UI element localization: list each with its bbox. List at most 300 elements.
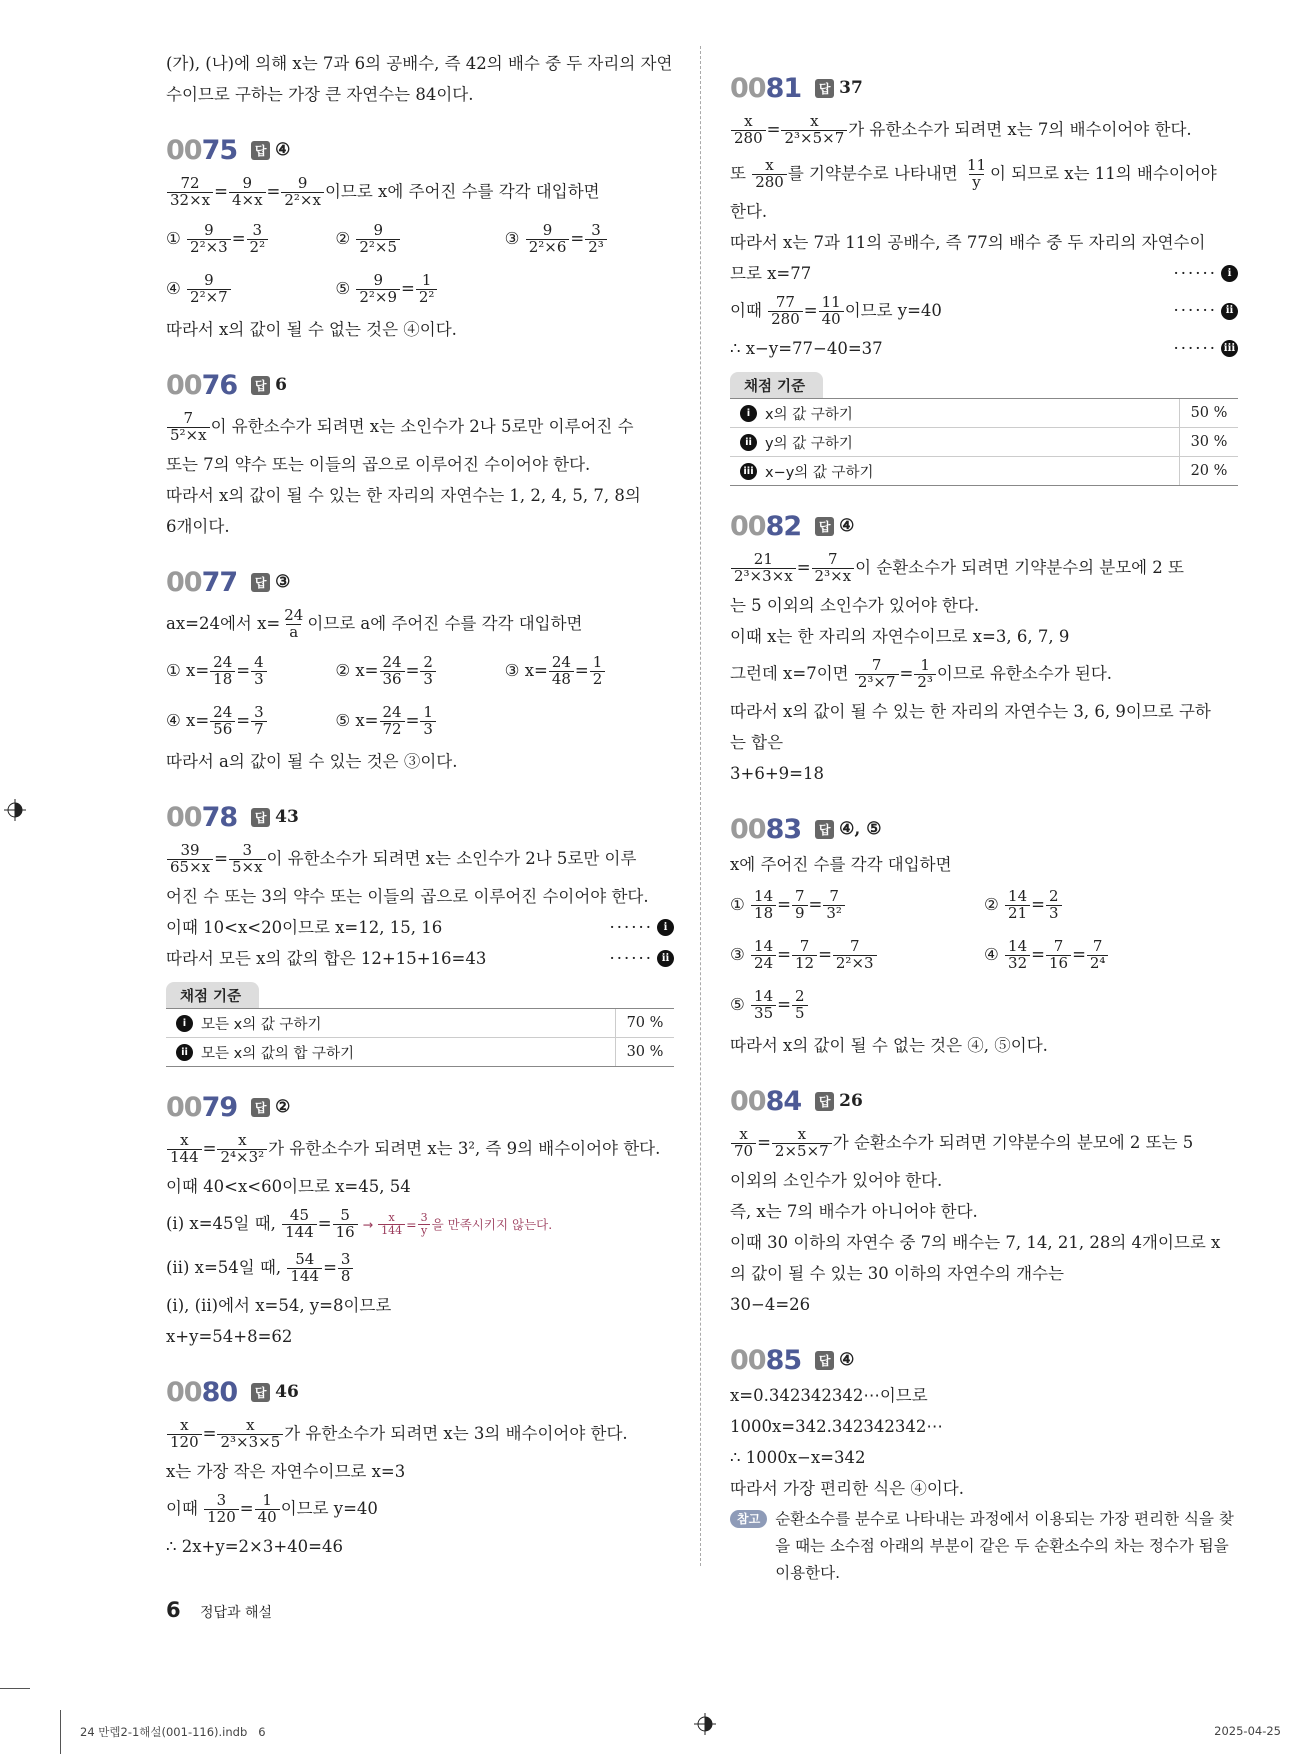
step-marker-icon: i	[657, 919, 674, 936]
denominator: 16	[333, 1224, 358, 1241]
text-run: ⑤ x=	[335, 711, 379, 731]
denominator: 2	[590, 671, 606, 688]
numerator: 2	[1048, 886, 1059, 905]
fraction	[1087, 936, 1109, 972]
text-line	[730, 1227, 1238, 1258]
text-line	[730, 1121, 1238, 1165]
text-line	[335, 696, 504, 746]
text-run: 한다.	[730, 201, 768, 221]
denominator: 40	[255, 1509, 280, 1526]
problem-number	[166, 370, 237, 401]
text-run: ④	[984, 945, 1005, 965]
text-run: =	[317, 1214, 332, 1234]
denominator: 5²×x	[167, 427, 210, 444]
leader-dots: ······	[1173, 338, 1217, 358]
denominator: 21	[1005, 905, 1030, 922]
text-line	[166, 943, 674, 974]
text-run: x=0.342342342⋯이므로	[730, 1385, 928, 1405]
fraction	[1046, 886, 1062, 922]
denominator: 5	[792, 1005, 808, 1022]
text-run: 이때 x는 한 자리의 자연수이므로 x=3, 6, 7, 9	[730, 626, 1070, 646]
denominator: y	[969, 174, 983, 191]
print-date: 2025-04-25	[1214, 1724, 1281, 1738]
denominator: 3²	[823, 905, 845, 922]
text-line	[730, 696, 1238, 727]
numerator: 14	[1008, 886, 1028, 905]
text-run: =	[818, 945, 832, 965]
text-run: 이므로 a에 주어진 수를 각각 대입하면	[307, 614, 583, 634]
fraction	[823, 886, 845, 922]
numerator: 1	[262, 1490, 272, 1509]
denominator: 280	[731, 130, 766, 147]
problem-heading	[730, 811, 1238, 847]
text-run: 따라서 x의 값이 될 수 없는 것은 ④, ⑤이다.	[730, 1035, 1048, 1055]
problem-number	[730, 814, 801, 845]
problem-number	[730, 1345, 801, 1376]
text-run: 어진 수 또는 3의 약수 또는 이들의 곱으로 이루어진 수이어야 한다.	[166, 886, 649, 906]
answer-value: 37	[839, 78, 863, 98]
text-line	[505, 214, 674, 264]
problem-heading	[166, 1374, 674, 1410]
denominator: 7	[251, 721, 267, 738]
fraction	[380, 652, 405, 688]
text-line	[730, 289, 1238, 333]
fraction	[751, 986, 776, 1022]
numerator: 9	[204, 220, 214, 239]
denominator: 24	[751, 955, 776, 972]
fraction	[356, 270, 400, 306]
text-run: =	[803, 301, 818, 321]
numerator: 1	[421, 270, 432, 289]
denominator: 40	[819, 311, 844, 328]
fraction	[187, 220, 231, 256]
criteria-text: x−y의 값 구하기	[765, 464, 874, 481]
fraction	[420, 652, 436, 688]
numerator: 77	[775, 292, 795, 311]
text-line	[730, 1289, 1238, 1320]
scoring-criteria-table	[730, 372, 1238, 486]
answer-value: 43	[275, 807, 299, 827]
fraction	[731, 111, 766, 147]
fraction	[380, 702, 405, 738]
denominator: 2²	[247, 239, 269, 256]
note-text: 순환소수를 분수로 나타내는 과정에서 이용되는 가장 편리한 식을 찾을 때는 소수점 아래의 부분이 같은 두 순환소수의 차는 정수가 됨을 이용한다.	[775, 1510, 1234, 1582]
fraction	[1046, 936, 1071, 972]
denominator: 36	[380, 671, 405, 688]
numerator: 5	[340, 1205, 350, 1224]
step-marker-icon: ii	[657, 950, 674, 967]
answer-badge-icon: 답	[251, 1383, 270, 1402]
text-run: 이므로 x에 주어진 수를 각각 대입하면	[324, 182, 600, 202]
problem-number-prefix: 00	[166, 566, 202, 598]
text-run: =	[1072, 945, 1086, 965]
denominator: 2²×x	[281, 192, 324, 209]
fraction	[282, 1205, 317, 1241]
side-annotation	[359, 1212, 553, 1236]
denominator: 2²×5	[356, 239, 400, 256]
numerator: 9	[542, 220, 553, 239]
text-run: ① x=	[166, 661, 210, 681]
problem-number-suffix: 83	[765, 813, 802, 845]
numerator: x	[180, 1130, 189, 1149]
text-run: ④ x=	[166, 711, 210, 731]
text-run: =	[405, 711, 420, 731]
text-run: 므로 x=77	[730, 263, 812, 283]
text-line	[730, 1411, 1238, 1442]
scoring-rows	[166, 1008, 674, 1067]
denominator: 65×x	[167, 859, 213, 876]
text-line	[166, 1456, 674, 1487]
fraction	[255, 1490, 280, 1526]
text-line	[166, 1531, 674, 1562]
denominator: 2²×3	[187, 239, 231, 256]
text-run: 따라서 x의 값이 될 수 있는 한 자리의 자연수는 3, 6, 9이므로 구하	[730, 701, 1211, 721]
crop-mark	[0, 1688, 30, 1689]
numerator: 3	[242, 840, 253, 859]
text-run: 을 만족시키지 않는다.	[431, 1216, 553, 1232]
fraction	[229, 173, 266, 209]
fraction	[964, 155, 989, 191]
text-line	[335, 264, 504, 314]
answer-badge-icon: 답	[251, 1098, 270, 1117]
numerator: 24	[213, 652, 233, 671]
numerator: x	[180, 1415, 189, 1434]
fraction	[217, 1130, 267, 1166]
numerator: 4	[254, 652, 264, 671]
criteria-label	[730, 432, 1179, 453]
fraction	[833, 936, 877, 972]
answer-badge-icon: 답	[815, 517, 834, 536]
text-run: ①	[730, 895, 751, 915]
numerator: 7	[849, 936, 860, 955]
fraction	[338, 1249, 354, 1285]
fraction	[751, 886, 776, 922]
criteria-label	[166, 1042, 615, 1063]
numerator: x	[739, 1124, 748, 1143]
denominator: 2²×6	[526, 239, 570, 256]
denominator: 3	[251, 671, 267, 688]
denominator: 35	[751, 1005, 776, 1022]
answer-badge-icon: 답	[815, 1092, 834, 1111]
text-line	[166, 1412, 674, 1456]
text-run: 이때 10<x<20이므로 x=12, 15, 16	[166, 917, 443, 937]
step-marker-icon: i	[176, 1015, 193, 1032]
text-line	[166, 48, 674, 79]
text-run: ③	[730, 945, 751, 965]
criteria-percent: 20 %	[1179, 457, 1238, 485]
denominator: 2³×x	[812, 568, 855, 585]
numerator: 14	[754, 986, 774, 1005]
numerator: 7	[829, 886, 839, 905]
answer-badge-icon: 답	[815, 1351, 834, 1370]
text-line	[166, 746, 674, 777]
numerator: 2	[423, 652, 433, 671]
fraction	[420, 702, 436, 738]
reference-note	[730, 1506, 1238, 1587]
text-run: 이 유한소수가 되려면 x는 소인수가 2나 5로만 이루	[266, 849, 637, 869]
fraction	[251, 702, 267, 738]
fraction	[333, 1205, 358, 1241]
fraction	[251, 652, 267, 688]
text-run: =	[239, 1499, 254, 1519]
denominator: 8	[338, 1268, 354, 1285]
text-line	[505, 646, 674, 696]
text-run: =	[266, 182, 281, 202]
problem-number-prefix: 00	[166, 1376, 202, 1408]
text-line	[730, 108, 1238, 152]
problem-heading	[166, 799, 674, 835]
numerator: 7	[183, 408, 194, 427]
denominator: 2²×7	[187, 289, 231, 306]
text-run: =	[405, 661, 420, 681]
text-run: =	[757, 1133, 771, 1153]
answer-value: ④, ⑤	[839, 819, 882, 839]
fraction	[1005, 936, 1030, 972]
text-run: ⑤	[335, 279, 356, 299]
text-run: 따라서 a의 값이 될 수 있는 것은 ③이다.	[166, 751, 458, 771]
step-marker-icon: ii	[740, 434, 757, 451]
denominator: 2³×3×x	[731, 568, 796, 585]
numerator: 11	[966, 155, 987, 174]
text-run: ④	[166, 279, 187, 299]
text-run: 이 되므로 x는 11의 배수이어야	[990, 164, 1217, 184]
text-line	[335, 646, 504, 696]
numerator: 39	[180, 840, 200, 859]
text-run: ⑤	[730, 995, 751, 1015]
criteria-percent: 50 %	[1179, 399, 1238, 427]
text-run: 1000x=342.342342342⋯	[730, 1416, 943, 1436]
fraction	[752, 155, 787, 191]
numerator: 9	[242, 173, 253, 192]
running-footer-title: 정답과 해설	[200, 1605, 273, 1621]
text-line	[166, 602, 674, 646]
text-run: 그런데 x=7이면	[730, 664, 854, 684]
answer-value: ④	[839, 516, 855, 536]
scoring-row	[166, 1009, 674, 1038]
problem-heading	[730, 70, 1238, 106]
numerator: 14	[754, 886, 774, 905]
denominator: 56	[210, 721, 235, 738]
problem-number-prefix: 00	[730, 510, 766, 542]
answer-value: ④	[275, 140, 291, 160]
criteria-percent: 70 %	[615, 1009, 674, 1037]
text-run: 따라서 x의 값이 될 수 없는 것은 ④이다.	[166, 319, 457, 339]
text-run: ∴ x−y=77−40=37	[730, 338, 883, 358]
text-run: 수이므로 구하는 가장 큰 자연수는 84이다.	[166, 84, 474, 104]
step-marker-icon: i	[1221, 265, 1238, 282]
text-line	[730, 1165, 1238, 1196]
numerator: 7	[1092, 936, 1103, 955]
fraction	[914, 655, 936, 691]
text-line	[730, 758, 1238, 789]
numerator: 9	[373, 270, 383, 289]
text-line	[730, 1473, 1238, 1504]
answer-value: 46	[275, 1382, 299, 1402]
text-run: 가 유한소수가 되려면 x는 3의 배수이어야 한다.	[284, 1424, 628, 1444]
text-run: 이외의 소인수가 있어야 한다.	[730, 1170, 943, 1190]
answer-badge-icon: 답	[251, 376, 270, 395]
text-line	[166, 1127, 674, 1171]
text-line	[730, 546, 1238, 590]
fraction	[526, 220, 570, 256]
text-run: =	[202, 1424, 217, 1444]
fraction	[585, 220, 607, 256]
numerator: 1	[592, 652, 603, 671]
text-run: (ⅰ) x=45일 때,	[166, 1214, 282, 1234]
text-run: ② x=	[335, 661, 379, 681]
criteria-label	[166, 1013, 615, 1034]
numerator: 3	[252, 220, 263, 239]
numerator: 9	[373, 220, 383, 239]
text-run: =	[574, 661, 589, 681]
text-line	[730, 258, 1238, 289]
text-line	[730, 1258, 1238, 1289]
scoring-row	[166, 1038, 674, 1066]
criteria-text: 모든 x의 값의 합 구하기	[201, 1045, 355, 1062]
text-run: 이때	[730, 301, 768, 321]
print-slug: 24 만렙2-1해설(001-116).indb 6	[80, 1725, 266, 1739]
fraction	[167, 173, 213, 209]
problem-number-prefix: 00	[166, 369, 202, 401]
denominator: 2⁴×3²	[217, 1149, 267, 1166]
text-line	[730, 196, 1238, 227]
column-divider	[700, 46, 701, 1566]
numerator: 3	[591, 220, 601, 239]
text-run: =	[406, 1216, 417, 1232]
answer-badge-icon: 답	[815, 79, 834, 98]
choice-grid	[730, 880, 1238, 1030]
text-run: ax=24에서 x=	[166, 614, 281, 634]
text-line	[984, 880, 1238, 930]
denominator: 2³	[585, 239, 607, 256]
text-line	[730, 1380, 1238, 1411]
denominator: 144	[167, 1149, 202, 1166]
text-line	[166, 912, 674, 943]
answer-value: 26	[839, 1091, 863, 1111]
step-marker-icon: iii	[740, 463, 757, 480]
text-run: (ⅱ) x=54일 때,	[166, 1258, 287, 1278]
text-line	[166, 1321, 674, 1352]
numerator: x	[388, 1210, 395, 1224]
denominator: a	[286, 624, 301, 641]
problem-heading	[730, 1083, 1238, 1119]
denominator: 70	[731, 1143, 756, 1160]
fraction	[792, 936, 817, 972]
text-line	[335, 214, 504, 264]
text-run: =	[796, 558, 811, 578]
text-run: =	[570, 229, 585, 249]
denominator: y	[418, 1224, 430, 1237]
numerator: 14	[1008, 936, 1028, 955]
answer-value: ②	[275, 1097, 291, 1117]
problem-number-prefix: 00	[730, 1085, 766, 1117]
text-run: =	[214, 849, 228, 869]
scoring-criteria-title: 채점 기준	[166, 982, 259, 1008]
problem-number-prefix: 00	[730, 813, 766, 845]
numerator: 14	[754, 936, 774, 955]
problem-number	[730, 1086, 801, 1117]
text-run: =	[236, 661, 251, 681]
text-line	[730, 227, 1238, 258]
criteria-percent: 30 %	[615, 1038, 674, 1066]
denominator: 18	[210, 671, 235, 688]
criteria-text: x의 값 구하기	[765, 406, 853, 423]
text-run: ③	[504, 229, 525, 249]
text-line	[730, 930, 984, 980]
text-run: =	[1031, 945, 1045, 965]
text-line	[166, 314, 674, 345]
problem-heading	[166, 564, 674, 600]
text-line	[166, 511, 674, 542]
step-marker-icon: ii	[176, 1044, 193, 1061]
text-run: =	[401, 279, 415, 299]
problem-number-prefix: 00	[730, 1344, 766, 1376]
answer-badge-icon: 답	[251, 808, 270, 827]
fraction	[751, 936, 776, 972]
text-run: 의 값이 될 수 있는 30 이하의 자연수의 개수는	[730, 1263, 1064, 1283]
text-line	[730, 152, 1238, 196]
problem-number	[166, 1377, 237, 1408]
fraction	[281, 173, 324, 209]
problem-number-suffix: 80	[201, 1376, 238, 1408]
denominator: 2×5×7	[772, 1143, 832, 1160]
step-marker-icon: ii	[1221, 303, 1238, 320]
answer-value: ④	[839, 1350, 855, 1370]
text-run: →	[358, 1216, 378, 1232]
denominator: 120	[204, 1509, 239, 1526]
problem-number-suffix: 79	[201, 1091, 238, 1123]
numerator: 9	[297, 173, 308, 192]
fraction	[549, 652, 574, 688]
text-line	[166, 264, 335, 314]
denominator: 280	[752, 174, 787, 191]
problem-heading	[166, 132, 674, 168]
fraction	[217, 1415, 283, 1451]
text-line	[730, 1196, 1238, 1227]
text-run: =	[766, 120, 781, 140]
step-marker-icon: i	[740, 405, 757, 422]
denominator: 120	[167, 1434, 202, 1451]
leader-dots: ······	[1173, 263, 1217, 283]
text-line	[166, 480, 674, 511]
right-column	[730, 48, 1238, 1587]
text-line	[166, 1290, 674, 1321]
text-run: (가), (나)에 의해 x는 7과 6의 공배수, 즉 42의 배수 중 두 자리의 자연	[166, 53, 673, 73]
fraction	[819, 292, 844, 328]
text-line	[166, 881, 674, 912]
scoring-criteria-table	[166, 982, 674, 1067]
text-run: 이 유한소수가 되려면 x는 소인수가 2나 5로만 이루어진 수	[210, 417, 634, 437]
problem-number-suffix: 75	[201, 134, 238, 166]
fraction	[590, 652, 606, 688]
numerator: 54	[295, 1249, 315, 1268]
text-line	[730, 590, 1238, 621]
text-run: =	[899, 664, 914, 684]
problem-heading	[730, 1342, 1238, 1378]
text-run: ∴ 2x+y=2×3+40=46	[166, 1536, 343, 1556]
text-run: (ⅰ), (ⅱ)에서 x=54, y=8이므로	[166, 1295, 392, 1315]
numerator: 7	[871, 655, 882, 674]
text-run: =	[777, 895, 791, 915]
denominator: 3	[420, 671, 436, 688]
numerator: x	[246, 1415, 255, 1434]
numerator: 9	[204, 270, 214, 289]
text-run: 이므로 y=40	[280, 1499, 378, 1519]
denominator: 144	[282, 1224, 317, 1241]
text-run: x에 주어진 수를 각각 대입하면	[730, 854, 952, 874]
denominator: 144	[287, 1268, 322, 1285]
text-line	[166, 1246, 674, 1290]
